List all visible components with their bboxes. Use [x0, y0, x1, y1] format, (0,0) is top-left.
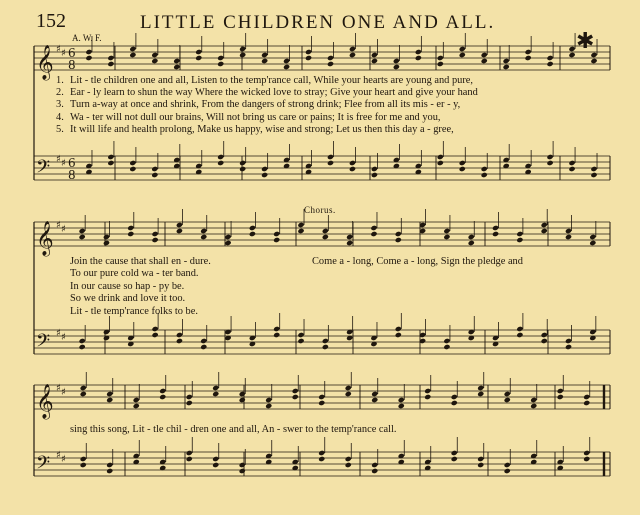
- note-head: [583, 456, 590, 462]
- note-head: [173, 64, 180, 70]
- svg-text:♯: ♯: [56, 450, 61, 461]
- note-head: [459, 160, 466, 166]
- note-head: [424, 394, 431, 400]
- note-head: [79, 338, 86, 344]
- note-head: [541, 222, 548, 228]
- note-head: [127, 225, 134, 231]
- author-initials: A. W. F.: [72, 33, 102, 43]
- note-head: [273, 231, 280, 237]
- svg-text:♯: ♯: [56, 220, 61, 231]
- note-head: [273, 326, 280, 332]
- note-head: [371, 391, 378, 397]
- note-head: [322, 338, 329, 344]
- note-head: [395, 332, 402, 338]
- note-head: [151, 52, 158, 58]
- note-head: [200, 338, 207, 344]
- note-head: [107, 154, 114, 160]
- svg-text:8: 8: [68, 58, 76, 72]
- note-head: [349, 160, 356, 166]
- note-head: [239, 462, 246, 468]
- note-head: [239, 391, 246, 397]
- svg-text:♯: ♯: [61, 332, 66, 343]
- note-head: [79, 228, 86, 234]
- note-head: [516, 237, 523, 243]
- note-head: [327, 61, 334, 67]
- note-head: [212, 391, 219, 397]
- svg-text:𝄞: 𝄞: [36, 45, 54, 80]
- note-head: [459, 166, 466, 172]
- note-head: [239, 46, 246, 52]
- note-head: [451, 400, 458, 406]
- note-head: [200, 344, 207, 350]
- note-head: [318, 400, 325, 406]
- note-head: [239, 52, 246, 58]
- note-head: [283, 64, 290, 70]
- note-head: [516, 332, 523, 338]
- note-head: [133, 403, 140, 409]
- svg-text:𝄢: 𝄢: [36, 453, 51, 478]
- note-head: [103, 240, 110, 246]
- svg-text:♯: ♯: [61, 48, 66, 59]
- note-head: [249, 225, 256, 231]
- note-head: [395, 326, 402, 332]
- note-head: [589, 240, 596, 246]
- note-head: [547, 154, 554, 160]
- note-head: [217, 61, 224, 67]
- note-head: [503, 58, 510, 64]
- note-head: [106, 462, 113, 468]
- note-head: [583, 400, 590, 406]
- note-head: [239, 166, 246, 172]
- note-head: [292, 388, 299, 394]
- svg-text:♯: ♯: [56, 383, 61, 394]
- page-title: LITTLE CHILDREN ONE AND ALL.: [140, 12, 496, 33]
- note-head: [133, 397, 140, 403]
- note-head: [79, 344, 86, 350]
- svg-text:𝄢: 𝄢: [36, 157, 51, 182]
- note-head: [129, 160, 136, 166]
- note-head: [345, 462, 352, 468]
- svg-text:♯: ♯: [56, 328, 61, 339]
- note-head: [318, 456, 325, 462]
- note-head: [371, 52, 378, 58]
- note-head: [173, 58, 180, 64]
- note-head: [80, 391, 87, 397]
- note-head: [371, 462, 378, 468]
- note-head: [459, 46, 466, 52]
- note-head: [557, 388, 564, 394]
- note-head: [424, 388, 431, 394]
- note-head: [106, 391, 113, 397]
- note-head: [152, 231, 159, 237]
- note-head: [186, 400, 193, 406]
- note-head: [583, 450, 590, 456]
- system2-line-1: Join the cause that shall en - dure.: [70, 256, 211, 267]
- note-head: [568, 52, 575, 58]
- note-head: [265, 403, 272, 409]
- note-head: [370, 225, 377, 231]
- note-head: [176, 228, 183, 234]
- note-head: [481, 52, 488, 58]
- note-head: [451, 456, 458, 462]
- note-head: [80, 456, 87, 462]
- note-head: [152, 332, 159, 338]
- note-head: [590, 58, 597, 64]
- note-head: [152, 326, 159, 332]
- note-head: [106, 397, 113, 403]
- note-head: [437, 61, 444, 67]
- note-head: [541, 332, 548, 338]
- note-head: [481, 172, 488, 178]
- note-head: [107, 160, 114, 166]
- system2-line-2: To our pure cold wa - ter band.: [70, 268, 199, 280]
- note-head: [106, 468, 113, 474]
- note-head: [393, 64, 400, 70]
- note-head: [305, 55, 312, 61]
- note-head: [186, 450, 193, 456]
- note-head: [503, 64, 510, 70]
- note-head: [297, 228, 304, 234]
- note-head: [346, 234, 353, 240]
- note-head: [525, 55, 532, 61]
- note-head: [217, 160, 224, 166]
- note-head: [530, 403, 537, 409]
- note-head: [395, 237, 402, 243]
- note-head: [370, 231, 377, 237]
- chorus-lyrics: Come a - long, Come a - long, Sign the pledge and: [312, 256, 523, 267]
- note-head: [371, 468, 378, 474]
- note-head: [200, 228, 207, 234]
- chorus-label: Chorus.: [304, 205, 336, 215]
- note-head: [239, 468, 246, 474]
- system2-line-3: In our cause so hap - py be.: [70, 280, 185, 292]
- note-head: [176, 222, 183, 228]
- note-head: [129, 166, 136, 172]
- note-head: [547, 160, 554, 166]
- note-head: [547, 55, 554, 61]
- system2-line-5: Lit - tle temp'rance folks to be.: [70, 305, 198, 317]
- note-head: [345, 391, 352, 397]
- note-head: [239, 397, 246, 403]
- note-head: [516, 326, 523, 332]
- svg-text:𝄢: 𝄢: [36, 331, 51, 356]
- note-head: [443, 234, 450, 240]
- verse-line-3: 3. Turn a-way at once and shrink, From the dangers of strong drink; Flee from all its mis - er - y,: [56, 99, 461, 111]
- note-head: [186, 394, 193, 400]
- note-head: [283, 58, 290, 64]
- note-head: [451, 394, 458, 400]
- note-head: [393, 58, 400, 64]
- note-head: [305, 49, 312, 55]
- note-head: [107, 55, 114, 61]
- note-head: [79, 234, 86, 240]
- note-head: [318, 394, 325, 400]
- note-head: [345, 385, 352, 391]
- note-head: [568, 160, 575, 166]
- svg-text:𝄞: 𝄞: [36, 384, 54, 419]
- note-head: [349, 46, 356, 52]
- note-head: [568, 46, 575, 52]
- note-head: [103, 234, 110, 240]
- note-head: [565, 228, 572, 234]
- note-head: [477, 385, 484, 391]
- note-head: [415, 49, 422, 55]
- note-head: [437, 160, 444, 166]
- note-head: [437, 154, 444, 160]
- note-head: [195, 55, 202, 61]
- note-head: [395, 231, 402, 237]
- note-head: [322, 228, 329, 234]
- note-head: [371, 172, 378, 178]
- note-head: [477, 456, 484, 462]
- note-head: [443, 338, 450, 344]
- note-head: [346, 240, 353, 246]
- note-head: [151, 166, 158, 172]
- note-head: [80, 385, 87, 391]
- svg-text:6: 6: [68, 46, 76, 60]
- note-head: [349, 166, 356, 172]
- note-head: [327, 160, 334, 166]
- note-head: [195, 49, 202, 55]
- svg-text:6: 6: [68, 156, 76, 170]
- note-head: [504, 462, 511, 468]
- note-head: [261, 172, 268, 178]
- svg-text:♯: ♯: [56, 154, 61, 165]
- note-head: [212, 385, 219, 391]
- note-head: [565, 234, 572, 240]
- note-head: [176, 332, 183, 338]
- note-head: [492, 225, 499, 231]
- note-head: [239, 160, 246, 166]
- note-head: [200, 234, 207, 240]
- note-head: [249, 231, 256, 237]
- note-head: [318, 450, 325, 456]
- note-head: [212, 462, 219, 468]
- svg-text:♯: ♯: [56, 44, 61, 55]
- note-head: [322, 344, 329, 350]
- verse-line-5: 5. It will life and health prolong, Make us happy, wise and strong; Let us then this day a - gree,: [56, 123, 454, 135]
- svg-text:♯: ♯: [61, 454, 66, 465]
- note-head: [85, 49, 92, 55]
- note-head: [129, 46, 136, 52]
- note-head: [129, 52, 136, 58]
- note-head: [107, 61, 114, 67]
- note-head: [477, 462, 484, 468]
- note-head: [481, 166, 488, 172]
- note-head: [159, 394, 166, 400]
- note-head: [371, 58, 378, 64]
- note-head: [217, 55, 224, 61]
- note-head: [459, 52, 466, 58]
- note-head: [504, 391, 511, 397]
- note-head: [547, 61, 554, 67]
- system2-lyrics: [70, 256, 211, 318]
- note-head: [273, 237, 280, 243]
- note-head: [516, 231, 523, 237]
- note-head: [217, 154, 224, 160]
- note-head: [152, 237, 159, 243]
- note-head: [345, 456, 352, 462]
- note-head: [565, 338, 572, 344]
- svg-text:𝄞: 𝄞: [36, 221, 54, 256]
- note-head: [557, 394, 564, 400]
- note-head: [437, 55, 444, 61]
- note-head: [504, 468, 511, 474]
- note-head: [261, 58, 268, 64]
- note-head: [273, 332, 280, 338]
- note-head: [322, 234, 329, 240]
- note-head: [443, 228, 450, 234]
- note-head: [371, 397, 378, 403]
- note-head: [224, 234, 231, 240]
- note-head: [565, 344, 572, 350]
- note-head: [477, 391, 484, 397]
- note-head: [261, 52, 268, 58]
- note-head: [541, 338, 548, 344]
- note-head: [541, 228, 548, 234]
- note-head: [443, 344, 450, 350]
- note-head: [568, 166, 575, 172]
- note-head: [590, 172, 597, 178]
- note-head: [186, 456, 193, 462]
- verse-line-4: 4. Wa - ter will not dull our brains, Will not bring us care or pains; It is free for me and you,: [56, 111, 441, 123]
- note-head: [492, 231, 499, 237]
- note-head: [80, 462, 87, 468]
- note-head: [297, 222, 304, 228]
- note-head: [127, 231, 134, 237]
- note-head: [349, 52, 356, 58]
- note-head: [398, 397, 405, 403]
- note-head: [398, 403, 405, 409]
- note-head: [504, 397, 511, 403]
- note-head: [265, 397, 272, 403]
- note-head: [159, 388, 166, 394]
- svg-text:♯: ♯: [61, 158, 66, 169]
- note-head: [589, 234, 596, 240]
- system2-line-4: So we drink and love it too.: [70, 293, 186, 305]
- note-head: [451, 450, 458, 456]
- page-number: 152: [36, 10, 66, 32]
- note-head: [327, 154, 334, 160]
- note-head: [590, 166, 597, 172]
- note-head: [530, 397, 537, 403]
- note-head: [224, 240, 231, 246]
- note-head: [212, 456, 219, 462]
- note-head: [468, 234, 475, 240]
- note-head: [176, 338, 183, 344]
- note-head: [415, 55, 422, 61]
- svg-text:♯: ♯: [61, 224, 66, 235]
- note-head: [151, 172, 158, 178]
- note-head: [297, 332, 304, 338]
- verse-line-1: 1. Lit - tle children one and all, Listen to the temp'rance call, While your hearts are young and pure,: [56, 75, 474, 86]
- note-head: [85, 55, 92, 61]
- note-head: [481, 58, 488, 64]
- verse-line-2: 2. Ear - ly learn to shun the way Where the wicked love to stray; Give your heart and give your hand: [56, 87, 478, 99]
- svg-text:♯: ♯: [61, 387, 66, 398]
- note-head: [327, 55, 334, 61]
- note-head: [297, 338, 304, 344]
- note-head: [261, 166, 268, 172]
- note-head: [371, 166, 378, 172]
- note-head: [151, 58, 158, 64]
- note-head: [583, 394, 590, 400]
- note-head: [525, 49, 532, 55]
- note-head: [292, 394, 299, 400]
- verse-lyrics: [56, 75, 616, 136]
- svg-text:8: 8: [68, 168, 76, 182]
- system3-lyrics: sing this song, Lit - tle chil - dren one and all, An - swer to the temp'rance call.: [70, 424, 397, 435]
- asterisk-mark: ✱: [576, 28, 595, 53]
- note-head: [468, 240, 475, 246]
